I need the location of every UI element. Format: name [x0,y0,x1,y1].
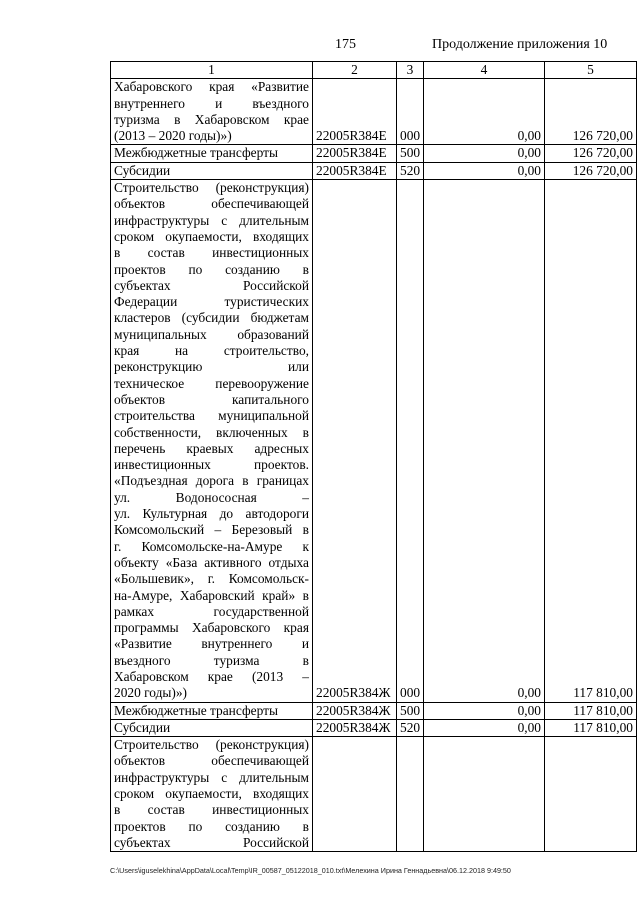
amount-col4-cell: 0,00 [424,79,545,145]
target-code-cell: 22005R384E [313,145,397,162]
target-code-cell: 22005R384E [313,79,397,145]
row-name-line: «Большевик», г. Комсомольск- [114,571,309,587]
row-name-line: Межбюджетные трансферты [114,145,278,161]
file-path-footer: C:\Users\iguselekhina\AppData\Local\Temp\IR_00587_05122018_010.txt\Мелехина Ирина Геннадьевна\06.12.2018 9:49:50 [110,866,511,875]
row-name-cell [111,180,313,703]
table-row [111,719,637,736]
continuation-title: Продолжение приложения 10 [432,37,608,52]
target-code-cell: 22005R384Ж [313,719,397,736]
expense-type-cell: 520 [397,162,424,179]
row-name-line: Субсидии [114,162,171,178]
row-name-cell [111,737,313,852]
row-name-cell [111,79,313,145]
expense-type-cell [397,737,424,852]
row-name-cell [111,145,313,162]
row-name-line: ул. Водонососная – [114,489,309,505]
row-name-line: кластеров (субсидии бюджетам [114,310,309,326]
table-row [111,702,637,719]
row-name-cell [111,719,313,736]
row-name-line: Комсомольский – Березовый в [114,522,309,538]
row-name-line: ул. Культурная до автодороги [114,506,309,522]
row-name-line: проектов по созданию в [114,818,309,834]
expense-type-cell: 500 [397,702,424,719]
row-name-line: сроком окупаемости, входящих [114,786,309,802]
row-name-line: объектов обеспечивающей [114,753,309,769]
amount-col4-cell [424,737,545,852]
row-name-cell [111,702,313,719]
row-name-line: собственности, включенных в [114,424,309,440]
row-name-line: края на строительство, [114,343,309,359]
row-name-line: Субсидии [114,719,171,735]
row-name-line: реконструкцию или [114,359,309,375]
table-row [111,145,637,162]
row-name-line: сроком окупаемости, входящих [114,228,309,244]
amount-col5-cell [545,737,637,852]
column-header: 5 [545,62,637,79]
row-name-line: объектов обеспечивающей [114,196,309,212]
row-name-line: на-Амуре, Хабаровский край» в [114,587,309,603]
row-name-line: Межбюджетные трансферты [114,702,278,718]
target-code-cell: 22005R384E [313,162,397,179]
expense-type-cell: 520 [397,719,424,736]
row-name-line: Строительство (реконструкция) [114,180,309,196]
row-name-line: объекту «База активного отдыха [114,554,309,570]
row-name-line: перечень краевых адресных [114,440,309,456]
row-name-line: муниципальных образований [114,326,309,342]
row-name-line: инвестиционных проектов. [114,457,309,473]
row-name-line: субъектах Российской [114,277,309,293]
page-number: 175 [335,37,356,52]
row-name-line: инфраструктуры с длительным [114,769,309,785]
column-header: 3 [397,62,424,79]
amount-col4-cell: 0,00 [424,162,545,179]
expense-type-cell: 500 [397,145,424,162]
row-name-line: техническое перевооружение [114,375,309,391]
row-name-line: (2013 – 2020 годы)») [114,128,232,144]
row-name-line: Федерации туристических [114,294,309,310]
table-row [111,737,637,852]
expense-type-cell: 000 [397,79,424,145]
column-header: 4 [424,62,545,79]
expense-type-cell: 000 [397,180,424,703]
row-name-line: проектов по созданию в [114,261,309,277]
column-header: 2 [313,62,397,79]
amount-col5-cell: 117 810,00 [545,702,637,719]
amount-col5-cell: 126 720,00 [545,145,637,162]
amount-col5-cell: 126 720,00 [545,79,637,145]
table-row [111,180,637,703]
row-name-line: Хабаровском крае (2013 – [114,668,309,684]
amount-col5-cell: 117 810,00 [545,719,637,736]
amount-col5-cell: 117 810,00 [545,180,637,703]
row-name-line: инфраструктуры с длительным [114,212,309,228]
budget-table [110,61,637,852]
target-code-cell: 22005R384Ж [313,180,397,703]
amount-col4-cell: 0,00 [424,702,545,719]
row-name-line: объектов капитального [114,391,309,407]
target-code-cell [313,737,397,852]
row-name-line: рамках государственной [114,603,309,619]
row-name-line: туризма в Хабаровском крае [114,111,309,127]
row-name-line: г. Комсомольске-на-Амуре к [114,538,309,554]
row-name-line: «Подъездная дорога в границах [114,473,309,489]
row-name-line: Хабаровского края «Развитие [114,79,309,95]
amount-col5-cell: 126 720,00 [545,162,637,179]
row-name-line: программы Хабаровского края [114,620,309,636]
table-row [111,162,637,179]
table-header-row [111,62,637,79]
amount-col4-cell: 0,00 [424,180,545,703]
row-name-cell [111,162,313,179]
table-row [111,79,637,145]
target-code-cell: 22005R384Ж [313,702,397,719]
column-header: 1 [111,62,313,79]
row-name-line: в состав инвестиционных [114,245,309,261]
amount-col4-cell: 0,00 [424,719,545,736]
amount-col4-cell: 0,00 [424,145,545,162]
row-name-line: 2020 годы)») [114,685,188,701]
row-name-line: строительства муниципальной [114,408,309,424]
row-name-line: въездного туризма в [114,652,309,668]
row-name-line: субъектах Российской [114,834,309,850]
row-name-line: в состав инвестиционных [114,802,309,818]
row-name-line: «Развитие внутреннего и [114,636,309,652]
row-name-line: внутреннего и въездного [114,95,309,111]
row-name-line: Строительство (реконструкция) [114,737,309,753]
